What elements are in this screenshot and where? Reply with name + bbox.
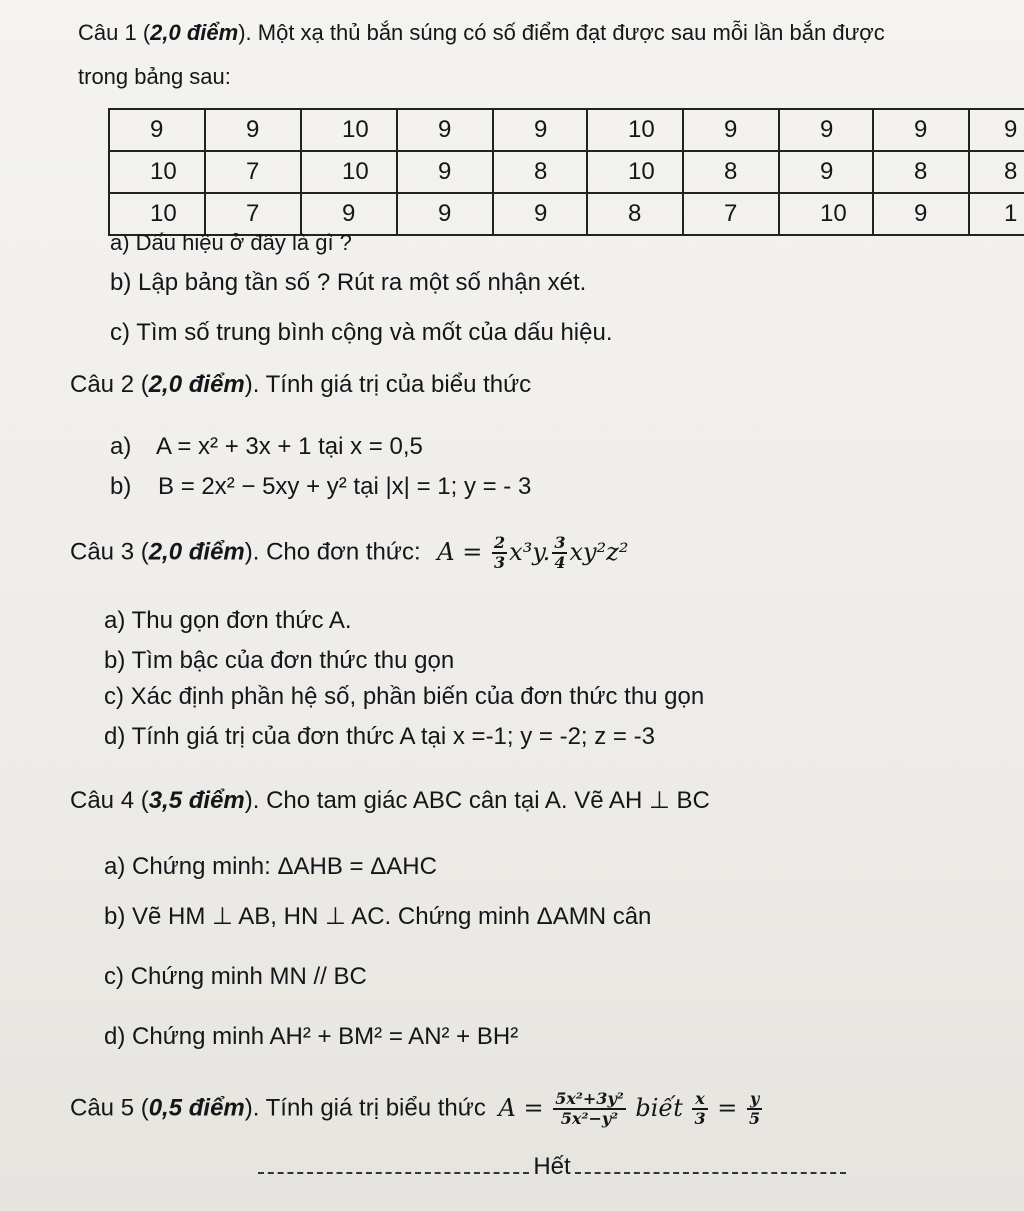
table-cell: 9	[301, 193, 397, 235]
q5-ratio-2: $\frac{y}{5}$	[749, 1089, 761, 1128]
dashed-rule-left	[258, 1172, 529, 1174]
q2-item-a: a) A = x² + 3x + 1 tại x = 0,5	[110, 433, 423, 460]
score-table	[108, 108, 1024, 236]
q5-fraction: $\frac{\text{5x²+3y²}}{\text{5x²−y²}}$	[555, 1089, 624, 1128]
table-cell: 8	[587, 193, 683, 235]
q3-points: 2,0 điểm	[148, 538, 245, 566]
table-cell: 9	[873, 109, 969, 151]
table-cell: 10	[301, 151, 397, 193]
q2-item-b: b) B = 2x² − 5xy + y² tại |x| = 1; y = - 3	[110, 473, 532, 500]
q3-item-b: b) Tìm bậc của đơn thức thu gọn	[104, 647, 455, 674]
table-cell: 10	[779, 193, 873, 235]
table-cell: 8	[493, 151, 587, 193]
table-cell: 9	[493, 109, 587, 151]
q4-item-b: b) Vẽ HM ⊥ AB, HN ⊥ AC. Chứng minh ΔAMN cân	[104, 903, 652, 930]
table-cell: 9	[109, 109, 205, 151]
q3-item-c: c) Xác định phần hệ số, phần biến của đơn thức thu gọn	[104, 683, 705, 710]
table-cell: 10	[109, 151, 205, 193]
table-cell: 9	[397, 193, 493, 235]
table-cell: 8	[969, 151, 1024, 193]
table-cell: 9	[873, 193, 969, 235]
table-cell: 9	[397, 151, 493, 193]
q1-item-a: a) Dấu hiệu ở đây là gì ?	[110, 230, 352, 255]
table-cell: 10	[587, 151, 683, 193]
q3-fraction-2: $\frac{3}{4}$	[554, 533, 566, 572]
table-row	[109, 151, 1024, 193]
table-cell: 10	[301, 109, 397, 151]
q5-ratio-1: $\frac{x}{3}$	[694, 1089, 706, 1128]
table-cell: 9	[683, 109, 779, 151]
end-text: Hết	[533, 1153, 571, 1180]
q3-item-d: d) Tính giá trị của đơn thức A tại x =-1; y = -2; z = -3	[104, 723, 655, 750]
q4-item-d: d) Chứng minh AH² + BM² = AN² + BH²	[104, 1023, 519, 1050]
q5-points: 0,5 điểm	[148, 1094, 245, 1122]
q4-heading: Câu 4 (3,5 điểm). Cho tam giác ABC cân tại A. Vẽ AH ⊥ BC	[70, 787, 710, 814]
q5-formula: A = $\frac{\text{5x²+3y²}}{\text{5x²−y²}}$ biết $\frac{x}{3}$ = $\frac{y}{5}$	[498, 1089, 761, 1128]
end-marker	[258, 1152, 846, 1182]
table-cell: 9	[779, 109, 873, 151]
q4-points: 3,5 điểm	[148, 787, 245, 814]
q3-item-a: a) Thu gọn đơn thức A.	[104, 607, 352, 634]
table-cell: 1	[969, 193, 1024, 235]
q1-item-c: c) Tìm số trung bình cộng và mốt của dấu hiệu.	[110, 319, 613, 346]
table-cell: 10	[587, 109, 683, 151]
dashed-rule-right	[575, 1172, 846, 1174]
table-cell: 7	[205, 193, 301, 235]
q1-intro: trong bảng sau:	[78, 64, 231, 89]
table-cell: 9	[493, 193, 587, 235]
table-cell: 8	[683, 151, 779, 193]
q3-formula: A = $\frac{2}{3}$ x³y. $\frac{3}{4}$ xy²z²	[437, 533, 629, 572]
table-cell: 7	[683, 193, 779, 235]
q3-heading: Câu 3 (2,0 điểm). Cho đơn thức: A = $\frac{2}{3}$ x³y. $\frac{3}{4}$ xy²z²	[70, 533, 629, 572]
table-cell: 9	[779, 151, 873, 193]
table-row	[109, 109, 1024, 151]
q1-points: 2,0 điểm	[150, 20, 239, 45]
q5-heading: Câu 5 (0,5 điểm). Tính giá trị biểu thức A = $\frac{\text{5x²+3y²}}{\text{5x²−y²}}$ biết $\frac{x}{3}$ = $\frac{y}{5}$	[70, 1090, 764, 1128]
table-cell: 10	[109, 193, 205, 235]
table-cell: 7	[205, 151, 301, 193]
q1-item-b: b) Lập bảng tần số ? Rút ra một số nhận xét.	[110, 269, 587, 296]
table-cell: 8	[873, 151, 969, 193]
table-cell: 9	[969, 109, 1024, 151]
q2-heading: Câu 2 (2,0 điểm). Tính giá trị của biểu thức	[70, 371, 532, 398]
q3-fraction-1: $\frac{2}{3}$	[494, 533, 506, 572]
table-cell: 9	[205, 109, 301, 151]
q2-points: 2,0 điểm	[148, 371, 245, 398]
q4-item-c: c) Chứng minh MN // BC	[104, 963, 367, 990]
q1-heading: Câu 1 (2,0 điểm). Một xạ thủ bắn súng có số điểm đạt được sau mỗi lần bắn được	[78, 20, 885, 45]
q4-item-a: a) Chứng minh: ΔAHB = ΔAHC	[104, 853, 437, 880]
table-cell: 9	[397, 109, 493, 151]
